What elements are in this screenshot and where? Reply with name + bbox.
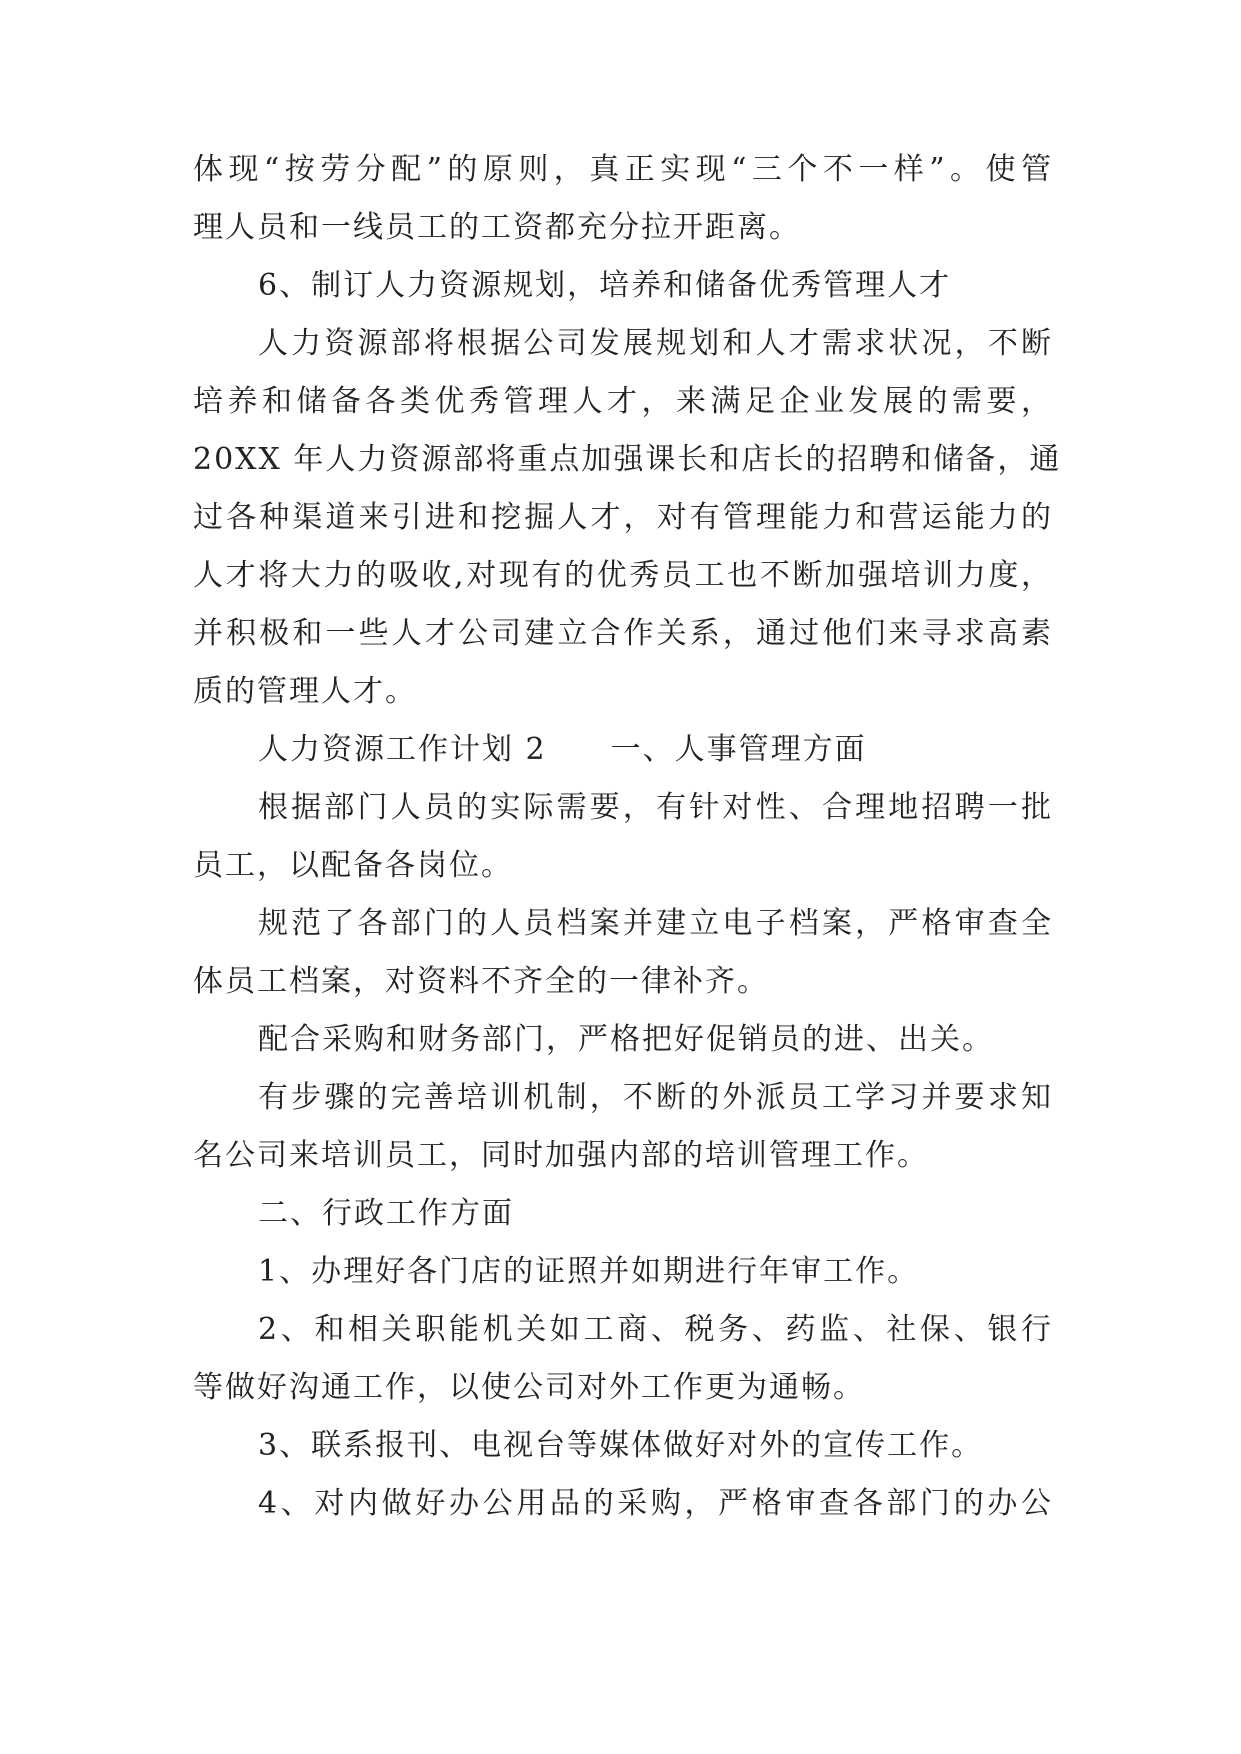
text-line: 培养和储备各类优秀管理人才，来满足企业发展的需要， xyxy=(193,384,1053,419)
text-line: 根据部门人员的实际需要，有针对性、合理地招聘一批 xyxy=(258,790,1053,825)
list-item: 3、联系报刊、电视台等媒体做好对外的宣传工作。 xyxy=(258,1428,984,1463)
text-line: 规范了各部门的人员档案并建立电子档案，严格审查全 xyxy=(258,906,1053,941)
text-line: 人才将大力的吸收,对现有的优秀员工也不断加强培训力度， xyxy=(193,558,1053,593)
text-line: 员工，以配备各岗位。 xyxy=(193,848,513,883)
text-line: 配合采购和财务部门，严格把好促销员的进、出关。 xyxy=(258,1022,994,1057)
text-line: 理人员和一线员工的工资都充分拉开距离。 xyxy=(193,210,801,245)
text-line: 体现“按劳分配”的原则，真正实现“三个不一样”。使管 xyxy=(193,152,1053,187)
document-title: 人力资源工作计划 2 一、人事管理方面 xyxy=(258,732,867,767)
text-line: 有步骤的完善培训机制，不断的外派员工学习并要求知 xyxy=(258,1080,1053,1115)
text-line: 人力资源部将根据公司发展规划和人才需求状况，不断 xyxy=(258,326,1053,361)
text-line: 20XX 年人力资源部将重点加强课长和店长的招聘和储备，通 xyxy=(193,442,1062,477)
text-line: 并积极和一些人才公司建立合作关系，通过他们来寻求高素 xyxy=(193,616,1053,651)
text-line: 体员工档案，对资料不齐全的一律补齐。 xyxy=(193,964,769,999)
text-line: 过各种渠道来引进和挖掘人才，对有管理能力和营运能力的 xyxy=(193,500,1053,535)
text-line: 质的管理人才。 xyxy=(193,674,417,709)
section-heading: 二、行政工作方面 xyxy=(258,1196,514,1231)
list-item: 1、办理好各门店的证照并如期进行年审工作。 xyxy=(258,1254,920,1289)
section-heading: 6、制订人力资源规划，培养和储备优秀管理人才 xyxy=(258,268,952,303)
text-line: 名公司来培训员工，同时加强内部的培训管理工作。 xyxy=(193,1138,929,1173)
list-item: 2、和相关职能机关如工商、税务、药监、社保、银行 xyxy=(258,1312,1053,1347)
text-line: 等做好沟通工作，以使公司对外工作更为通畅。 xyxy=(193,1370,865,1405)
list-item: 4、对内做好办公用品的采购，严格审查各部门的办公 xyxy=(258,1486,1053,1521)
